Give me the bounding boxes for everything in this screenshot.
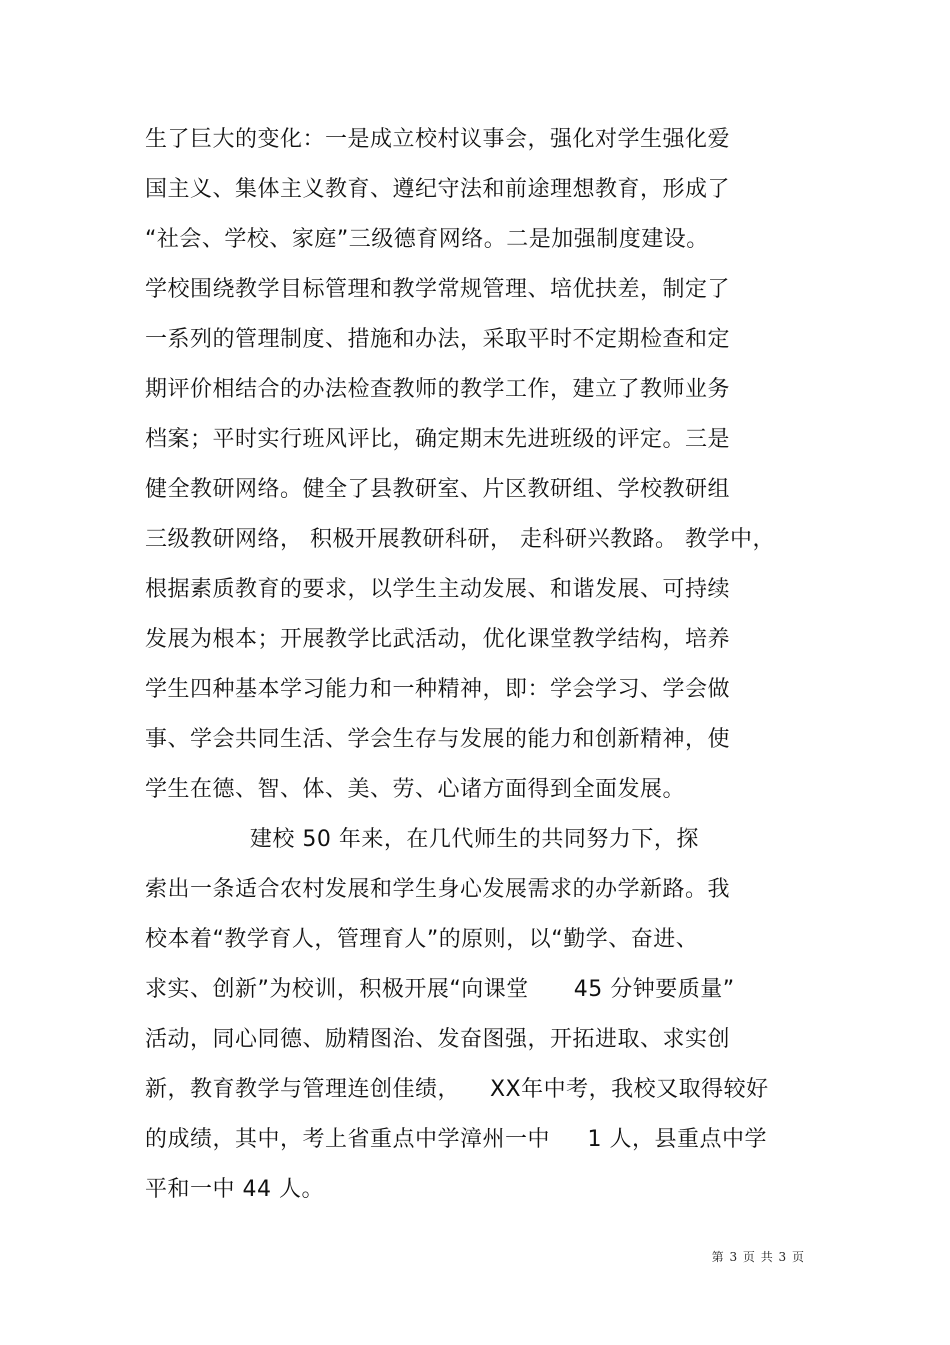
text-line: 的成绩，其中，考上省重点中学漳州一中 1 人，县重点中学 bbox=[145, 1127, 767, 1152]
text-line: “社会、学校、家庭”三级德育网络。二是加强制度建设。 bbox=[145, 227, 709, 252]
text-line: 一系列的管理制度、措施和办法，采取平时不定期检查和定 bbox=[145, 327, 731, 352]
text-line: 学生四种基本学习能力和一种精神，即：学会学习、学会做 bbox=[145, 677, 731, 702]
text-line: 事、学会共同生活、学会生存与发展的能力和创新精神，使 bbox=[145, 727, 731, 752]
text-line: 发展为根本；开展教学比武活动，优化课堂教学结构，培养 bbox=[145, 627, 731, 652]
text-line: 平和一中 44 人。 bbox=[145, 1177, 324, 1202]
text-line: 三级教研网络， 积极开展教研科研， 走科研兴教路。 教学中， bbox=[145, 527, 775, 552]
text-line: 索出一条适合农村发展和学生身心发展需求的办学新路。我 bbox=[145, 877, 731, 902]
text-line: 期评价相结合的办法检查教师的教学工作，建立了教师业务 bbox=[145, 377, 731, 402]
text-line: 根据素质教育的要求，以学生主动发展、和谐发展、可持续 bbox=[145, 577, 731, 602]
text-line: 档案；平时实行班风评比，确定期末先进班级的评定。三是 bbox=[145, 427, 731, 452]
page-footer: 第 3 页 共 3 页 bbox=[711, 1250, 805, 1264]
text-line: 求实、创新”为校训，积极开展“向课堂 45 分钟要质量” bbox=[145, 977, 735, 1002]
text-line: 活动，同心同德、励精图治、发奋图强，开拓进取、求实创 bbox=[145, 1027, 731, 1052]
body-text bbox=[145, 120, 805, 1220]
text-line: 新，教育教学与管理连创佳绩， XX年中考，我校又取得较好 bbox=[145, 1077, 769, 1102]
text-line: 建校 50 年来，在几代师生的共同努力下，探 bbox=[145, 827, 699, 852]
text-line: 学生在德、智、体、美、劳、心诸方面得到全面发展。 bbox=[145, 777, 686, 802]
text-line: 校本着“教学育人，管理育人”的原则，以“勤学、奋进、 bbox=[145, 927, 699, 952]
text-line: 国主义、集体主义教育、遵纪守法和前途理想教育，形成了 bbox=[145, 177, 731, 202]
text-line: 生了巨大的变化：一是成立校村议事会，强化对学生强化爱 bbox=[145, 127, 731, 152]
text-line: 健全教研网络。健全了县教研室、片区教研组、学校教研组 bbox=[145, 477, 731, 502]
text-line: 学校围绕教学目标管理和教学常规管理、培优扶差，制定了 bbox=[145, 277, 731, 302]
